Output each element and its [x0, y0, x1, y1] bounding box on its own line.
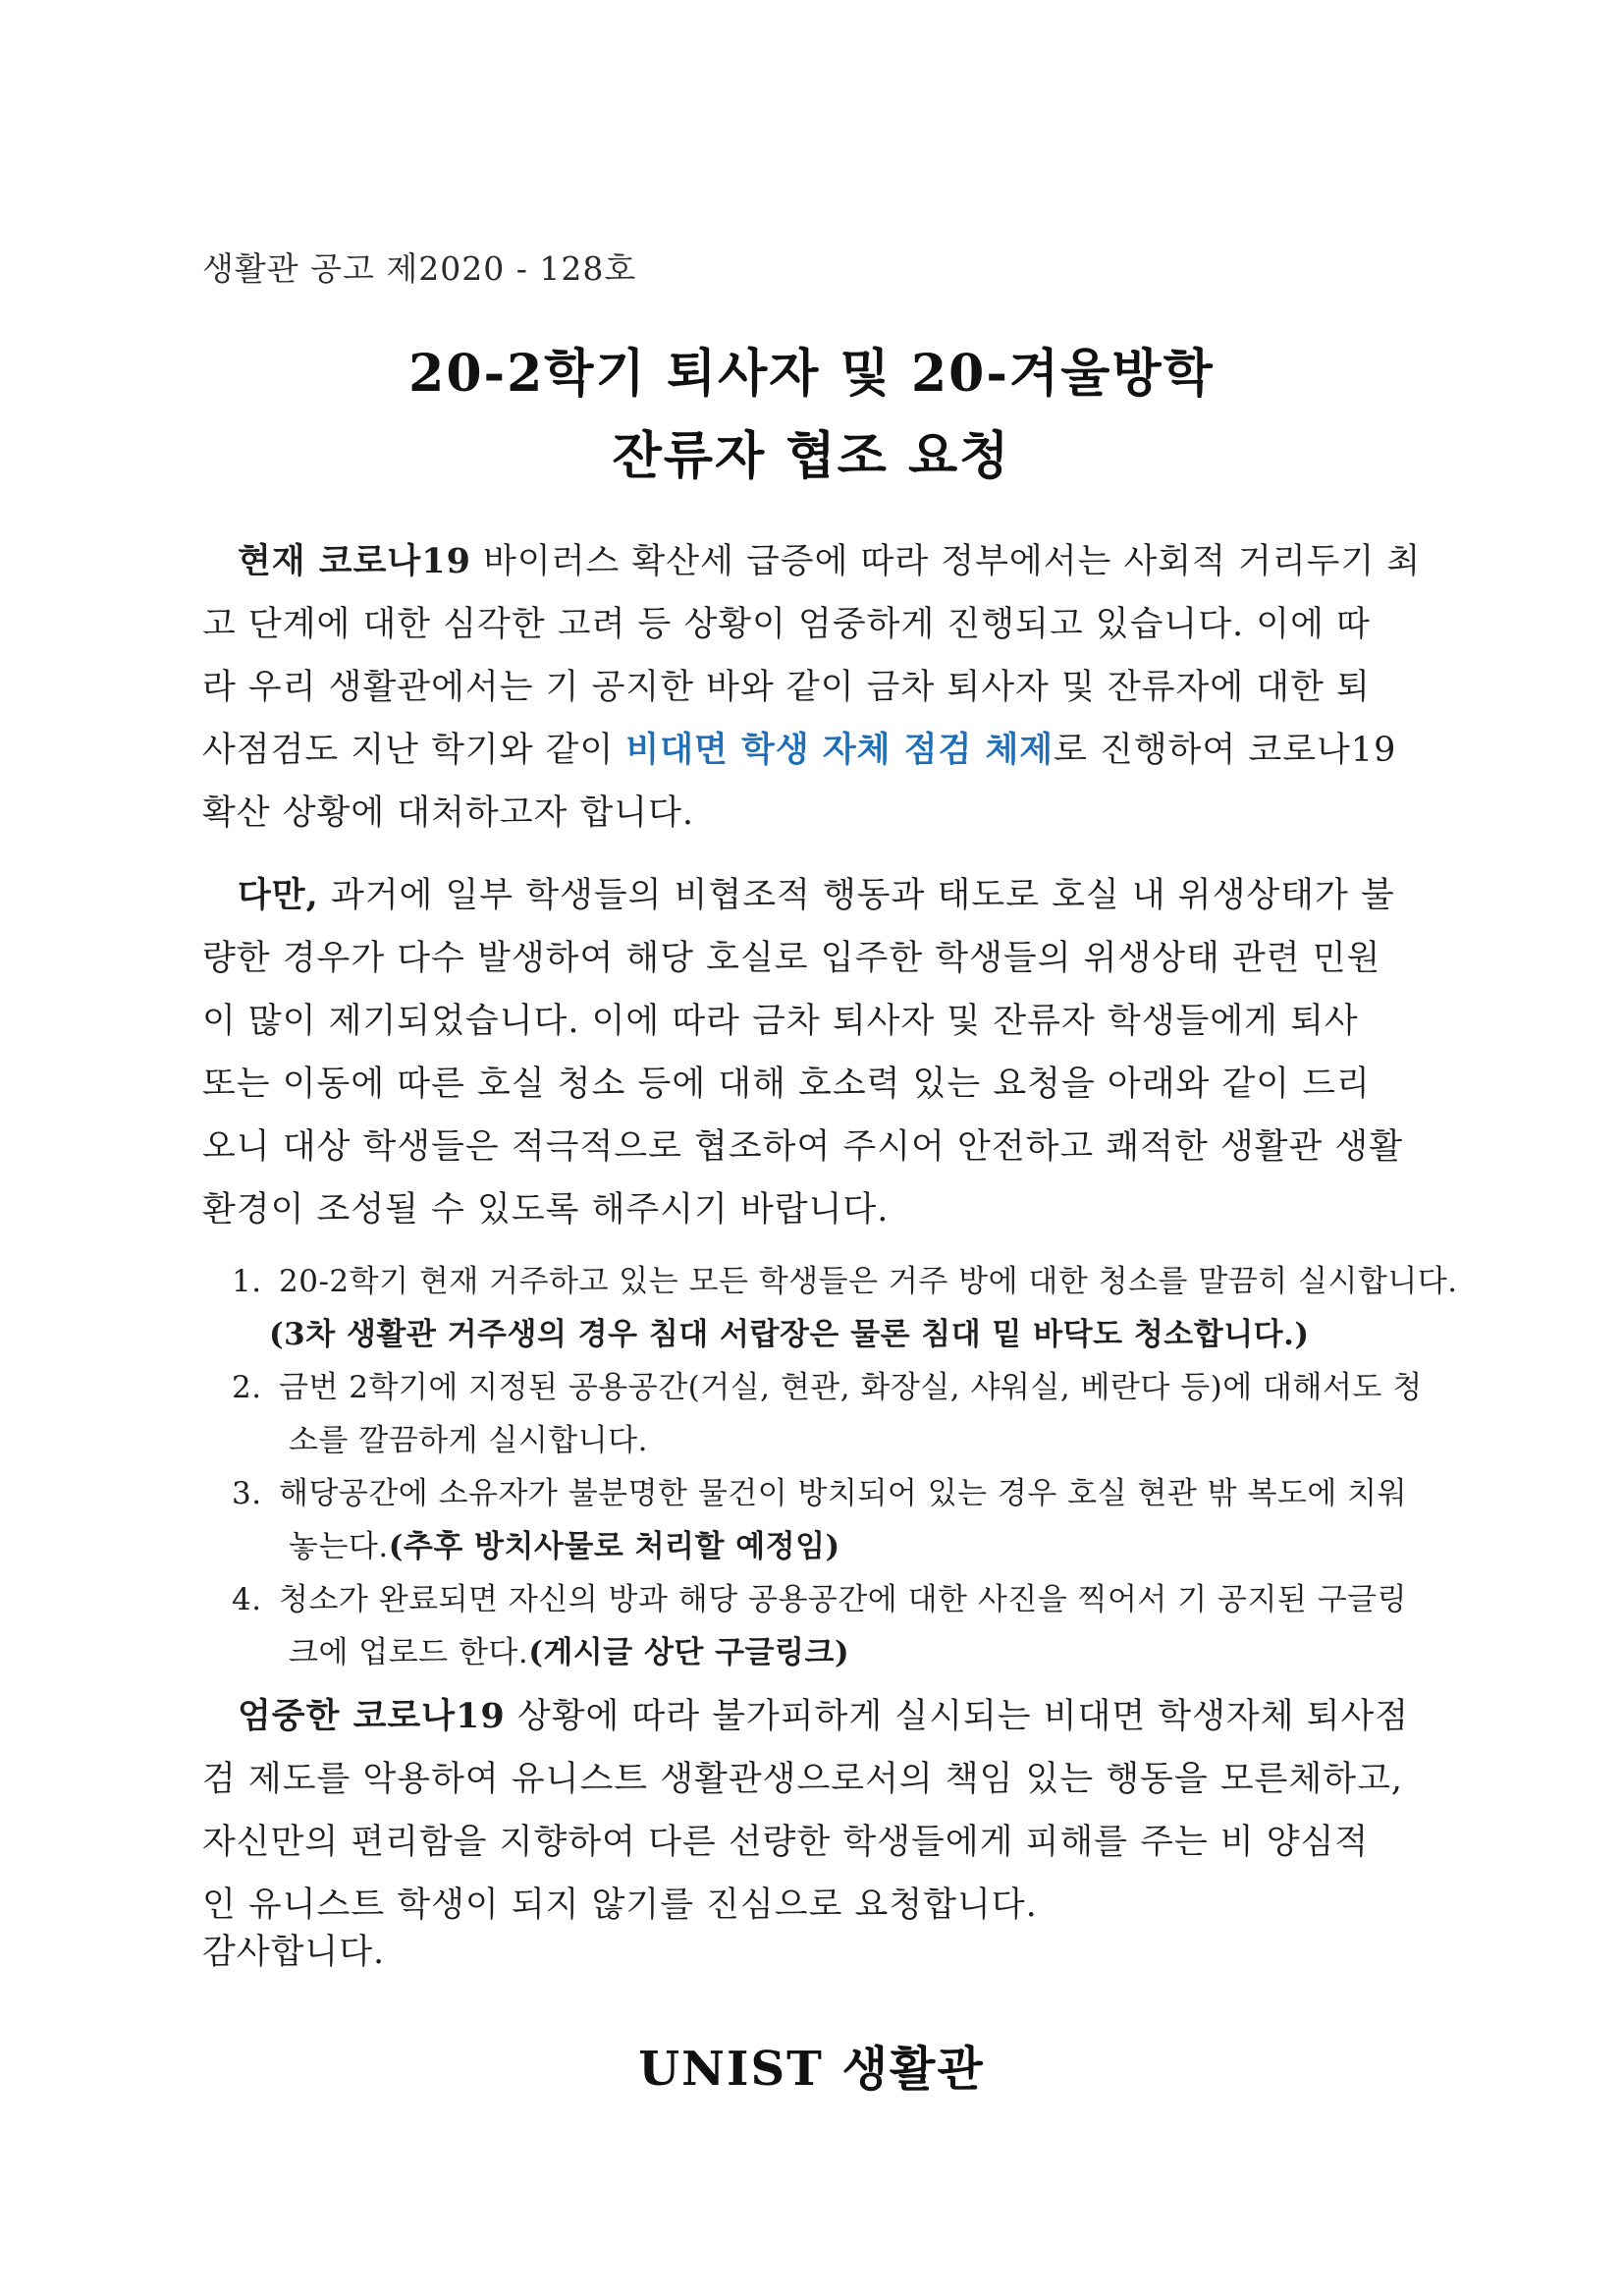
list-item-text-bold: (추후 방치사물로 처리할 예정임) [388, 1529, 840, 1564]
list-item-text: 청소가 완료되면 자신의 방과 해당 공용공간에 대한 사진을 찍어서 기 공지된 구글링 [279, 1582, 1408, 1617]
list-item-text: 소를 깔끔하게 실시합니다. [289, 1423, 648, 1458]
page-title-line2: 잔류자 협조 요청 [612, 426, 1011, 486]
paragraph-lead: 현재 코로나19 [238, 541, 471, 581]
paragraph-text: 사점검도 지난 학기와 같이 [202, 731, 626, 770]
list-item-text-bold: (게시글 상단 구글링크) [528, 1635, 850, 1670]
paragraph-line: 자신만의 편리함을 지향하여 다른 선량한 학생들에게 피해를 주는 비 양심적 [202, 1823, 1370, 1862]
list-item-text-part: 놓는다. [289, 1529, 389, 1564]
paragraph-line: 오니 대상 학생들은 적극적으로 협조하여 주시어 안전하고 쾌적한 생활관 생활 [202, 1127, 1404, 1167]
list-item-text [279, 1520, 1439, 1573]
paragraph-line: 환경이 조성될 수 있도록 해주시기 바랍니다. [202, 1190, 890, 1230]
closing-text: 감사합니다. [202, 1933, 386, 1972]
paragraph-line [202, 1685, 1437, 1748]
paragraph-text: 상황에 따라 불가피하게 실시되는 비대면 학생자체 퇴사점 [505, 1697, 1410, 1736]
highlight-text: 비대면 학생 자체 점검 체제 [625, 730, 1055, 770]
list-item [232, 1255, 1458, 1361]
paragraph-appeal [202, 1685, 1437, 1937]
paragraph-line: 라 우리 생활관에서는 기 공지한 바와 같이 금차 퇴사자 및 잔류자에 대한 퇴 [202, 668, 1371, 707]
list-item-text-part: 크에 업로드 한다. [289, 1635, 529, 1670]
paragraph-line: 고 단계에 대한 심각한 고려 등 상황이 엄중하게 진행되고 있습니다. 이에 따 [202, 605, 1371, 644]
list-item-number: 3. [232, 1476, 262, 1511]
paragraph-intro [202, 530, 1437, 845]
list-item-text: 금번 2학기에 지정된 공용공간(거실, 현관, 화장실, 샤워실, 베란다 등)에 대해서도 청 [279, 1370, 1423, 1405]
paragraph-line: 검 제도를 악용하여 유니스트 생활관생으로서의 책임 있는 행동을 모른체하고, [202, 1760, 1404, 1799]
list-item [232, 1467, 1439, 1573]
list-item-text: (3차 생활관 거주생의 경우 침대 서랍장은 물론 침대 밑 바닥도 청소합니다.) [269, 1317, 1310, 1352]
list-item [232, 1573, 1439, 1679]
list-item-text: 20-2학기 현재 거주하고 있는 모든 학생들은 거주 방에 대한 청소를 말끔히 실시합니다. [279, 1264, 1458, 1299]
paragraph-request [202, 864, 1437, 1241]
paragraph-line [202, 530, 1437, 593]
paragraph-text: 바이러스 확산세 급증에 따라 정부에서는 사회적 거리두기 최 [470, 542, 1422, 581]
paragraph-lead: 엄중한 코로나19 [238, 1696, 506, 1736]
paragraph-text: 로 진행하여 코로나19 [1054, 731, 1397, 770]
list-item-text: 해당공간에 소유자가 불분명한 물건이 방치되어 있는 경우 호실 현관 밖 복도에 치워 [279, 1476, 1408, 1511]
page-title-line1: 20-2학기 퇴사자 및 20-겨울방학 [408, 344, 1215, 404]
paragraph-line: 량한 경우가 다수 발생하여 해당 호실로 입주한 학생들의 위생상태 관련 민원 [202, 939, 1381, 978]
list-item-number: 2. [232, 1370, 262, 1405]
signature: UNIST 생활관 [638, 2042, 985, 2097]
notice-number: 생활관 공고 제2020 - 128호 [202, 249, 637, 288]
paragraph-line: 또는 이동에 따른 호실 청소 등에 대해 호소력 있는 요청을 아래와 같이 드리 [202, 1065, 1371, 1104]
paragraph-line: 확산 상황에 대처하고자 합니다. [202, 793, 695, 833]
list-item [232, 1361, 1439, 1467]
instruction-list [232, 1255, 1458, 1679]
paragraph-line: 인 유니스트 학생이 되지 않기를 진심으로 요청합니다. [202, 1886, 1038, 1925]
paragraph-text: 과거에 일부 학생들의 비협조적 행동과 태도로 호실 내 위생상태가 불 [318, 876, 1395, 915]
paragraph-line: 이 많이 제기되었습니다. 이에 따라 금차 퇴사자 및 잔류자 학생들에게 퇴사 [202, 1002, 1359, 1041]
list-item-text [279, 1626, 1439, 1679]
paragraph-line [202, 719, 1437, 782]
list-item-number: 1. [232, 1264, 262, 1299]
paragraph-lead: 다만, [238, 875, 319, 915]
paragraph-line [202, 864, 1437, 927]
list-item-number: 4. [232, 1582, 262, 1617]
